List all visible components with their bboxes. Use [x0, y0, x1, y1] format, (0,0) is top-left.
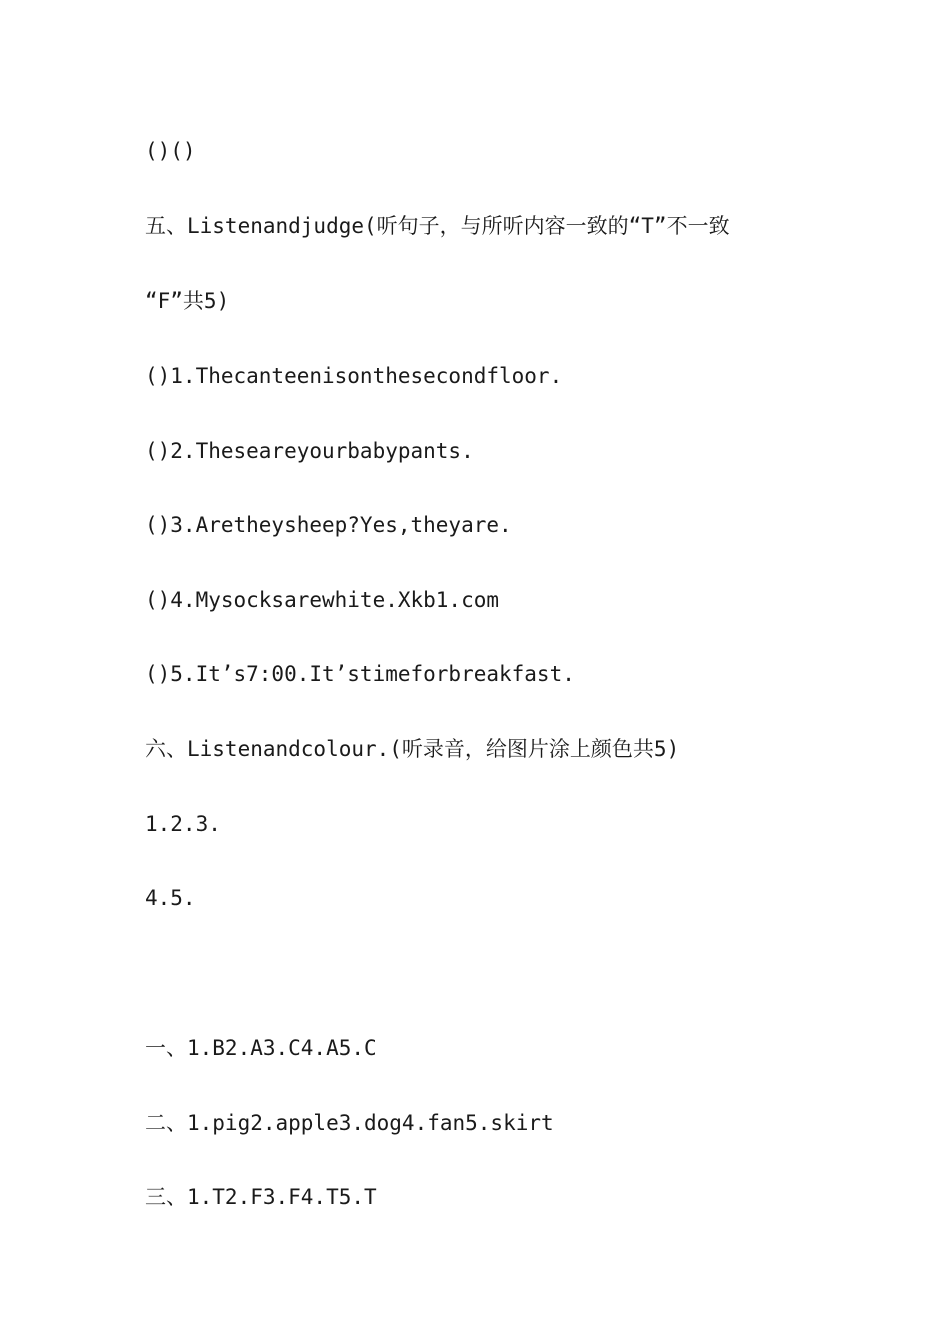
answer-key-section-three: 三、1.T2.F3.F4.T5.T — [145, 1185, 377, 1209]
judge-item-3: ()3.Aretheysheep?Yes,theyare. — [145, 513, 512, 537]
section-five-heading-continued: “F”共5) — [145, 289, 230, 313]
colour-items-row-1: 1.2.3. — [145, 812, 221, 836]
answer-key-section-one: 一、1.B2.A3.C4.A5.C — [145, 1036, 377, 1060]
judge-item-5: ()5.It’s7:00.It’stimeforbreakfast. — [145, 662, 575, 686]
judge-item-2: ()2.Theseareyourbabypants. — [145, 439, 474, 463]
answer-key-section-two: 二、1.pig2.apple3.dog4.fan5.skirt — [145, 1111, 554, 1135]
section-five-heading: 五、Listenandjudge(听句子，与所听内容一致的“T”不一致 — [145, 214, 730, 238]
judge-item-1: ()1.Thecanteenisonthesecondfloor. — [145, 364, 563, 388]
colour-items-row-2: 4.5. — [145, 886, 196, 910]
section-six-heading: 六、Listenandcolour.(听录音，给图片涂上颜色共5) — [145, 737, 680, 761]
blank-brackets-line: ()() — [145, 139, 196, 163]
judge-item-4: ()4.Mysocksarewhite.Xkb1.com — [145, 588, 500, 612]
